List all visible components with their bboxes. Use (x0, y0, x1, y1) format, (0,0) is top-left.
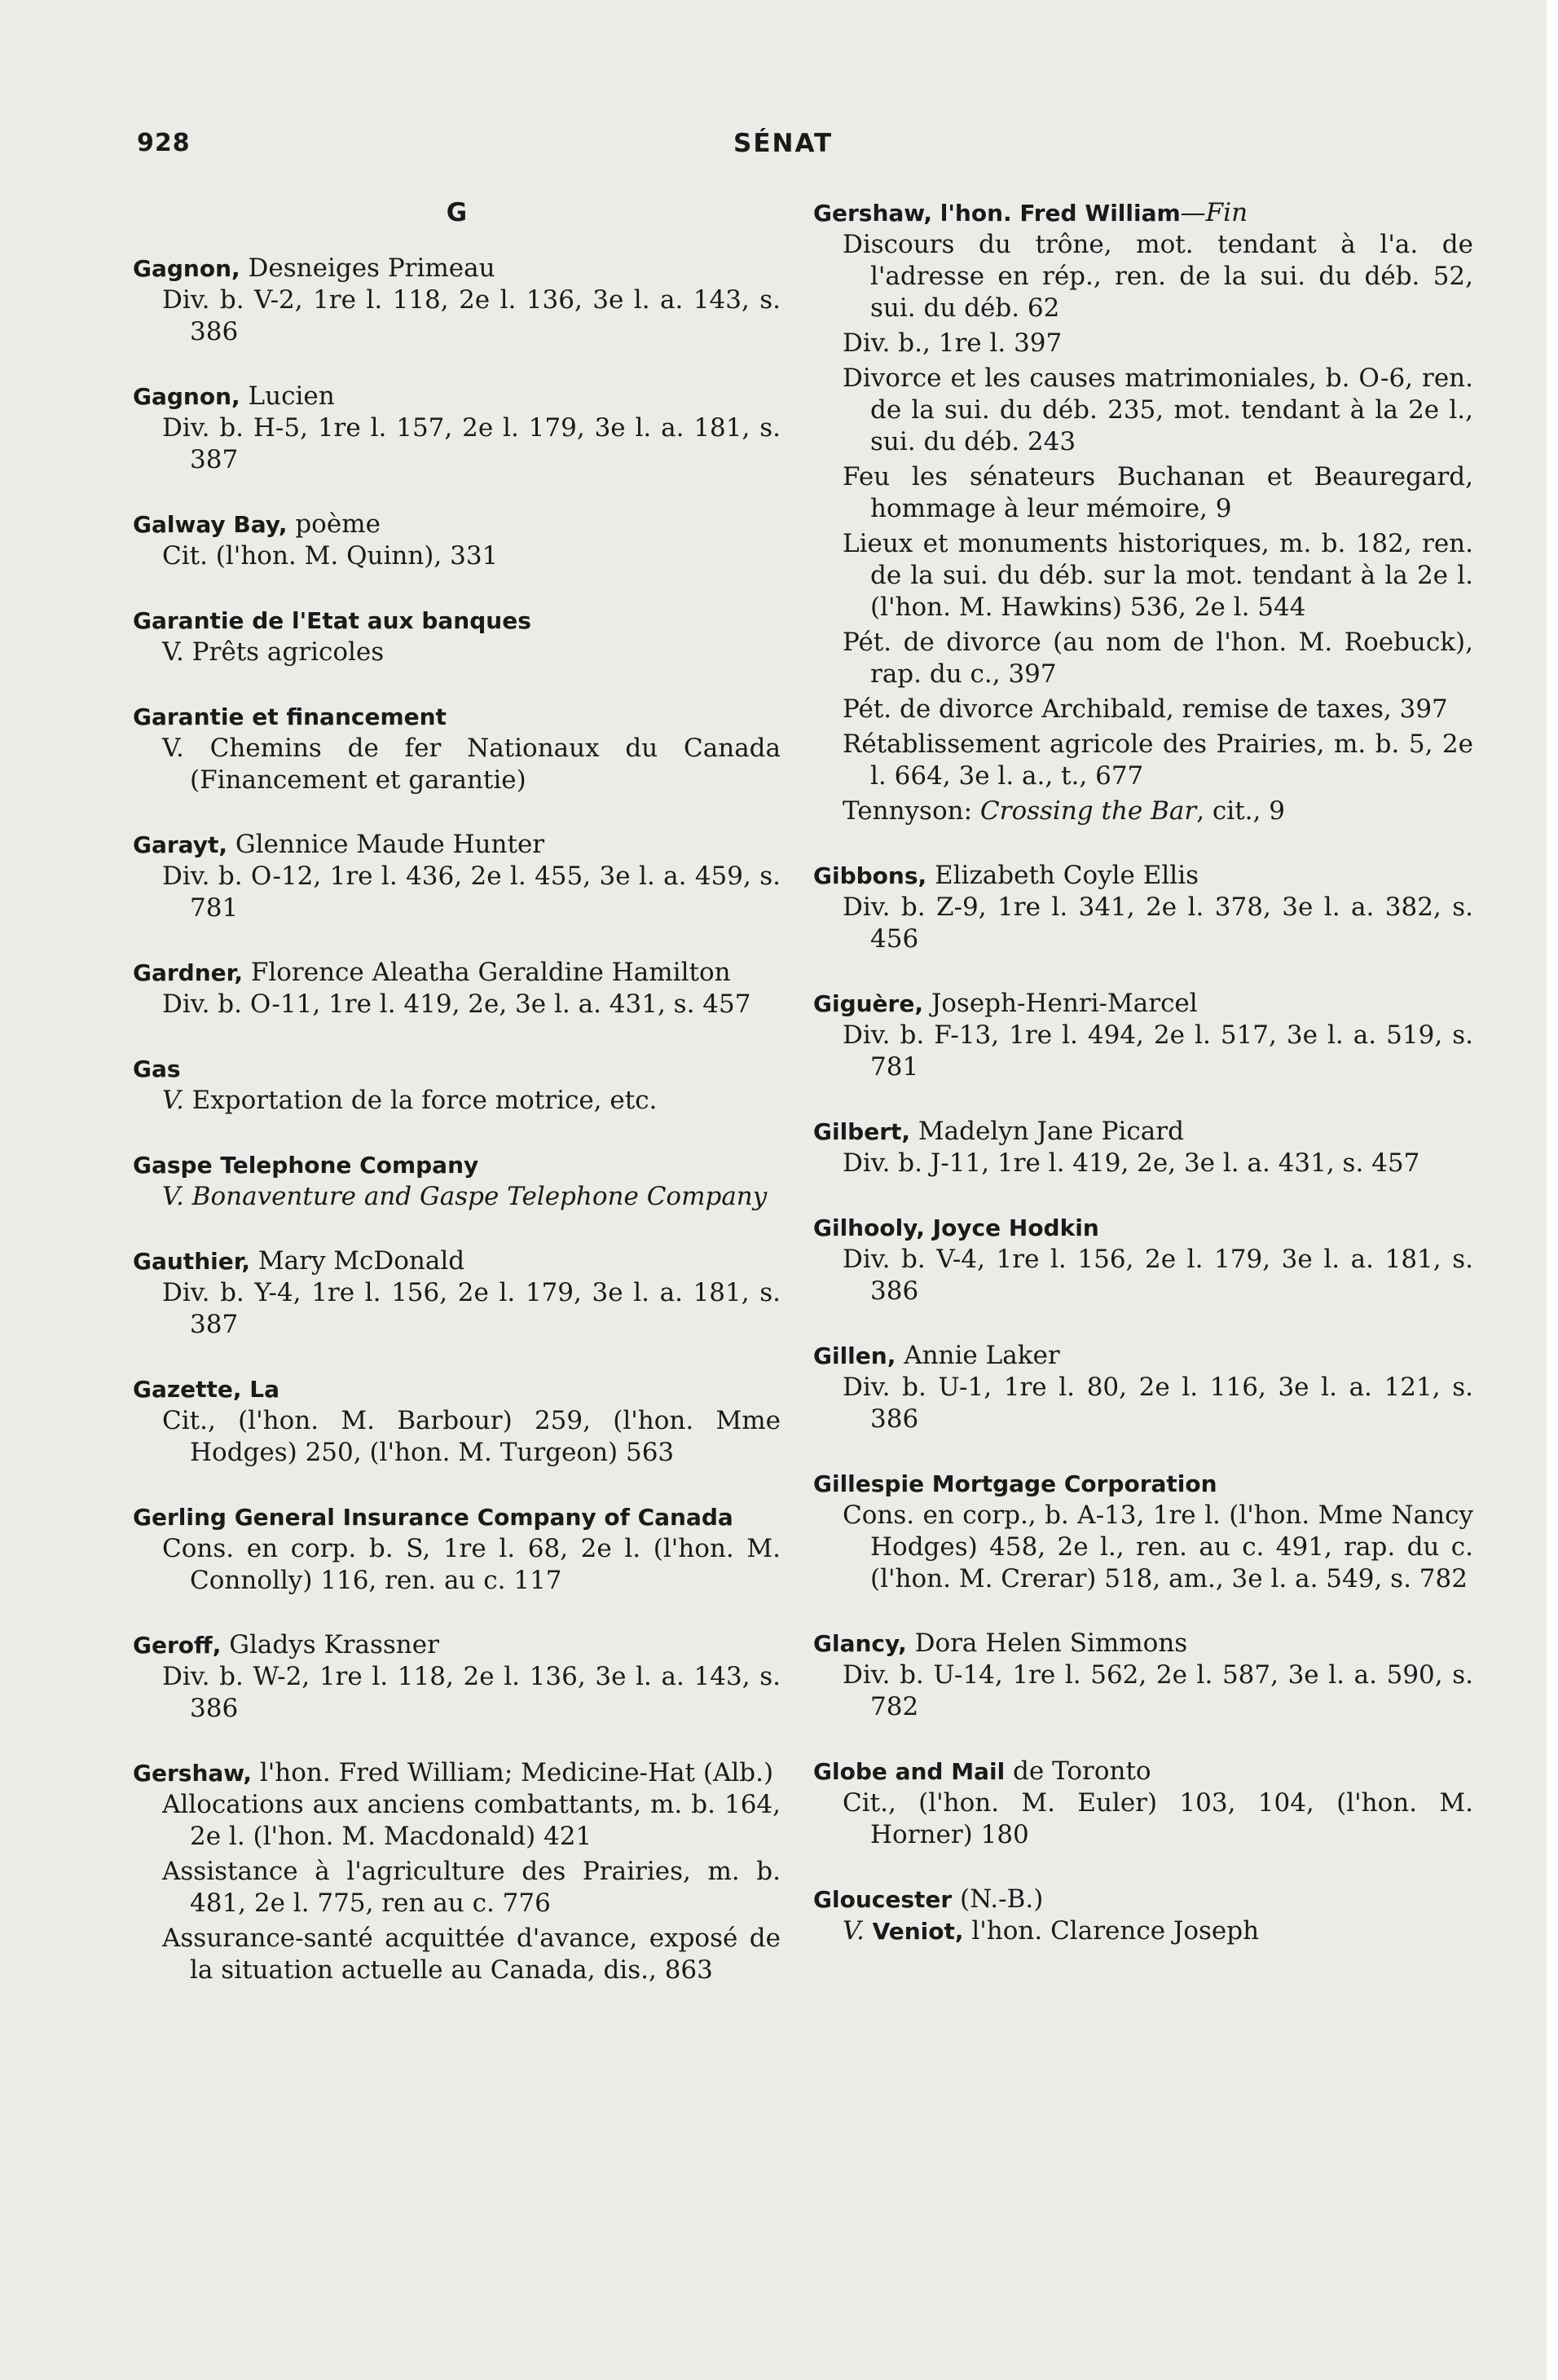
sub-entry (813, 1915, 1473, 1947)
sub-entry (133, 1856, 781, 1919)
headword: Gaspe Telephone Company (133, 1152, 479, 1179)
heading-text: — (1180, 198, 1206, 227)
sub-entry (813, 328, 1473, 359)
headword: Gazette, La (133, 1376, 280, 1403)
sub-entry-text: V. Chemins de fer Nationaux du Canada (Financement et garantie) (162, 734, 781, 795)
entry-heading (133, 509, 781, 540)
sub-entry-text: Div. b. W-2, 1re l. 118, 2e l. 136, 3e l. a. 143, s. 386 (162, 1662, 781, 1723)
sub-entry (813, 1372, 1473, 1435)
see-reference: V. (162, 1086, 184, 1115)
headword: Gagnon, (133, 255, 240, 282)
heading-text: Glennice Maude Hunter (227, 830, 545, 859)
sub-entry-text: Discours du trône, mot. tendant à l'a. de l'adresse en rép., ren. de la sui. du déb. 52, sui. du déb. 62 (843, 230, 1473, 323)
index-entry (133, 1629, 781, 1725)
sub-entry (133, 989, 781, 1020)
index-entry (813, 1756, 1473, 1851)
index-entry (813, 988, 1473, 1083)
index-entry (133, 1149, 781, 1213)
see-reference: V. (162, 1182, 184, 1211)
headword: Gilhooly, Joyce Hodkin (813, 1214, 1099, 1241)
sub-entry-text: Div. b. J-11, 1re l. 419, 2e, 3e l. a. 431, s. 457 (843, 1148, 1420, 1178)
sub-entry-text: Div. b., 1re l. 397 (843, 328, 1063, 358)
headword: Gas (133, 1056, 181, 1082)
index-entry (133, 605, 781, 668)
sub-entry (133, 412, 781, 476)
entry-heading (813, 988, 1473, 1020)
entry-heading (813, 1884, 1473, 1915)
headword: Gerling General Insurance Company of Canada (133, 1504, 733, 1531)
sub-entry-text: Cons. en corp., b. A-13, 1re l. (l'hon. Mme Nancy Hodges) 458, 2e l., ren. au c. 491, rap. du c. (l'hon. M. Crerar) 518, am., 3e l. a. 549, s. 782 (843, 1501, 1473, 1593)
sub-entry-text: Feu les sénateurs Buchanan et Beauregard, hommage à leur mémoire, 9 (843, 462, 1473, 523)
entry-heading (133, 701, 781, 733)
headword: Geroff, (133, 1632, 222, 1659)
headword: Gershaw, (133, 1760, 252, 1787)
sub-entry (133, 540, 781, 572)
sub-entry-text: Div. b. Z-9, 1re l. 341, 2e l. 378, 3e l. a. 382, s. 456 (843, 892, 1473, 954)
sub-entry (133, 1923, 781, 1986)
sub-entry (813, 694, 1473, 725)
heading-text: Dora Helen Simmons (906, 1629, 1188, 1658)
entry-heading (813, 1468, 1473, 1500)
sub-entry-text: Cons. en corp. b. S, 1re l. 68, 2e l. (l'hon. M. Connolly) 116, ren. au c. 117 (162, 1534, 781, 1595)
sub-entry (813, 1244, 1473, 1307)
entry-heading (133, 1757, 781, 1789)
entry-heading (813, 1628, 1473, 1659)
right-column (813, 197, 1473, 1980)
sub-entry-lead: Tennyson: (843, 796, 980, 826)
heading-text: poème (287, 509, 381, 539)
heading-text: (N.-B.) (952, 1884, 1044, 1914)
heading-text: Florence Aleatha Geraldine Hamilton (242, 958, 731, 987)
headword: Gilbert, (813, 1118, 911, 1145)
heading-text: de Toronto (1005, 1756, 1151, 1786)
sub-entry-text: Allocations aux anciens combattants, m. b. 164, 2e l. (l'hon. M. Macdonald) 421 (162, 1790, 781, 1851)
sub-entry-text: Cit., (l'hon. M. Euler) 103, 104, (l'hon. M. Horner) 180 (843, 1788, 1473, 1849)
sub-entry-text: Cit., (l'hon. M. Barbour) 259, (l'hon. Mme Hodges) 250, (l'hon. M. Turgeon) 563 (162, 1406, 781, 1467)
index-entry (813, 1468, 1473, 1595)
sub-entry-rest: Exportation de la force motrice, etc. (183, 1086, 658, 1115)
sub-entry (133, 1181, 781, 1213)
headword: Gershaw, l'hon. Fred William (813, 200, 1181, 227)
headword: Galway Bay, (133, 511, 288, 538)
index-entry (133, 701, 781, 796)
headword: Gardner, (133, 959, 243, 986)
sub-entry-text: Assistance à l'agriculture des Prairies, m. b. 481, 2e l. 775, ren au c. 776 (162, 1857, 781, 1918)
entry-heading (813, 1212, 1473, 1244)
sub-entry (813, 461, 1473, 525)
sub-entry-text: Pét. de divorce (au nom de l'hon. M. Roebuck), rap. du c., 397 (843, 628, 1473, 689)
entry-heading (813, 1756, 1473, 1787)
page-header (0, 129, 1547, 170)
index-entry (813, 1340, 1473, 1435)
index-entry (133, 1245, 781, 1341)
headword: Garantie de l'Etat aux banques (133, 607, 531, 634)
entry-heading (133, 829, 781, 861)
sub-entry (813, 528, 1473, 624)
headword: Giguère, (813, 990, 923, 1017)
headword: Gauthier, (133, 1248, 251, 1275)
sub-entry-rest: , cit., 9 (1196, 796, 1285, 826)
sub-entry-text: Div. b. Y-4, 1re l. 156, 2e l. 179, 3e l. a. 181, s. 387 (162, 1278, 781, 1339)
index-entry (133, 253, 781, 348)
index-entry (133, 829, 781, 924)
sub-entry-text: Div. b. U-14, 1re l. 562, 2e l. 587, 3e l. a. 590, s. 782 (843, 1660, 1473, 1721)
reference-title: Bonaventure and Gaspe Telephone Company (183, 1182, 768, 1211)
index-entry (813, 1212, 1473, 1307)
sub-entry (813, 627, 1473, 690)
heading-text-italic: Fin (1205, 198, 1248, 227)
entry-heading (133, 1053, 781, 1085)
sub-entry (133, 733, 781, 796)
sub-entry (813, 1787, 1473, 1851)
sub-entry (133, 1533, 781, 1597)
sub-entry (813, 1500, 1473, 1595)
sub-entry-text: Div. b. O-11, 1re l. 419, 2e, 3e l. a. 431, s. 457 (162, 989, 751, 1019)
entry-heading (133, 1629, 781, 1661)
see-reference: V. (843, 1916, 865, 1946)
sub-entry-text: Div. b. V-2, 1re l. 118, 2e l. 136, 3e l. a. 143, s. 386 (162, 285, 781, 346)
sub-entry-text: Cit. (l'hon. M. Quinn), 331 (162, 541, 499, 571)
heading-text: Madelyn Jane Picard (910, 1117, 1184, 1146)
section-letter: G (446, 198, 468, 227)
left-column (133, 197, 781, 2019)
entry-heading (813, 860, 1473, 892)
entry-heading (133, 957, 781, 989)
sub-entry-text: V. Prêts agricoles (162, 637, 385, 667)
heading-text: Annie Laker (896, 1341, 1060, 1370)
reference-headword: Veniot, (864, 1918, 964, 1945)
headword: Glancy, (813, 1630, 907, 1657)
sub-entry (813, 892, 1473, 955)
entry-heading (133, 1149, 781, 1181)
entry-heading (133, 1501, 781, 1533)
headword: Garantie et financement (133, 703, 447, 730)
index-entry (133, 1757, 781, 1986)
index-entry (813, 1628, 1473, 1723)
sub-entry-text: Div. b. U-1, 1re l. 80, 2e l. 116, 3e l. a. 121, s. 386 (843, 1373, 1473, 1434)
sub-entry-rest: l'hon. Clarence Joseph (963, 1916, 1260, 1946)
headword: Garayt, (133, 831, 227, 858)
sub-entry (133, 1405, 781, 1469)
index-entry (133, 957, 781, 1020)
sub-entry (133, 1661, 781, 1725)
sub-entry-text: Pét. de divorce Archibald, remise de taxes, 397 (843, 694, 1448, 724)
page-edge (1547, 0, 1558, 2380)
sub-entry (813, 1659, 1473, 1723)
entry-heading (813, 197, 1473, 229)
heading-text: Mary McDonald (250, 1246, 465, 1276)
sub-entry-text: Assurance-santé acquittée d'avance, exposé de la situation actuelle au Canada, dis., 863 (162, 1924, 781, 1985)
index-entry (133, 1501, 781, 1597)
heading-text: Desneiges Primeau (240, 253, 495, 283)
index-entry (813, 197, 1473, 827)
entry-heading (133, 1373, 781, 1405)
heading-text: Joseph-Henri-Marcel (922, 989, 1198, 1018)
sub-entry (813, 229, 1473, 324)
sub-entry-text: Rétablissement agricole des Prairies, m. b. 5, 2e l. 664, 3e l. a., t., 677 (843, 729, 1473, 791)
sub-entry (133, 861, 781, 924)
entry-heading (813, 1340, 1473, 1372)
headword: Globe and Mail (813, 1758, 1006, 1785)
entry-heading (133, 1245, 781, 1277)
sub-entry (133, 284, 781, 348)
headword: Gibbons, (813, 862, 927, 889)
heading-text: Lucien (240, 381, 335, 411)
sub-entry-text: Lieux et monuments historiques, m. b. 182, ren. de la sui. du déb. sur la mot. tendant à la 2e l. (l'hon. M. Hawkins) 536, 2e l. 544 (843, 529, 1473, 622)
heading-text: Gladys Krassner (221, 1630, 439, 1659)
sub-entry (813, 363, 1473, 458)
sub-entry (813, 1148, 1473, 1179)
sub-entry (813, 729, 1473, 792)
running-head: SÉNAT (733, 129, 834, 158)
index-entry (133, 1373, 781, 1469)
sub-entry (133, 1085, 781, 1117)
heading-text: l'hon. Fred William; Medicine-Hat (Alb.) (252, 1758, 774, 1787)
entry-heading (133, 253, 781, 284)
sub-entry-text: Div. b. F-13, 1re l. 494, 2e l. 517, 3e l. a. 519, s. 781 (843, 1020, 1473, 1082)
entry-heading (133, 381, 781, 412)
index-entry (133, 1053, 781, 1117)
italic-title: Crossing the Bar (979, 796, 1197, 826)
sub-entry-text: Div. b. O-12, 1re l. 436, 2e l. 455, 3e l. a. 459, s. 781 (162, 862, 781, 923)
sub-entry-text: Divorce et les causes matrimoniales, b. O-6, ren. de la sui. du déb. 235, mot. tendant à la 2e l., sui. du déb. 243 (843, 364, 1473, 456)
headword: Gillespie Mortgage Corporation (813, 1470, 1217, 1497)
index-entry (133, 381, 781, 476)
entry-heading (133, 605, 781, 637)
sub-entry-text: Div. b. H-5, 1re l. 157, 2e l. 179, 3e l. a. 181, s. 387 (162, 413, 781, 474)
index-entry (813, 1884, 1473, 1947)
sub-entry (813, 1020, 1473, 1083)
headword: Gillen, (813, 1342, 896, 1369)
heading-text: Elizabeth Coyle Ellis (926, 861, 1199, 890)
sub-entry (133, 637, 781, 668)
page-number: 928 (137, 129, 191, 157)
sub-entry (133, 1277, 781, 1341)
index-entry (813, 860, 1473, 955)
headword: Gagnon, (133, 383, 240, 410)
sub-entry (813, 796, 1473, 827)
headword: Gloucester (813, 1886, 953, 1913)
sub-entry-text: Div. b. V-4, 1re l. 156, 2e l. 179, 3e l. a. 181, s. 386 (843, 1245, 1473, 1306)
index-entry (133, 509, 781, 572)
index-entry (813, 1116, 1473, 1179)
entry-heading (813, 1116, 1473, 1148)
sub-entry (133, 1789, 781, 1853)
